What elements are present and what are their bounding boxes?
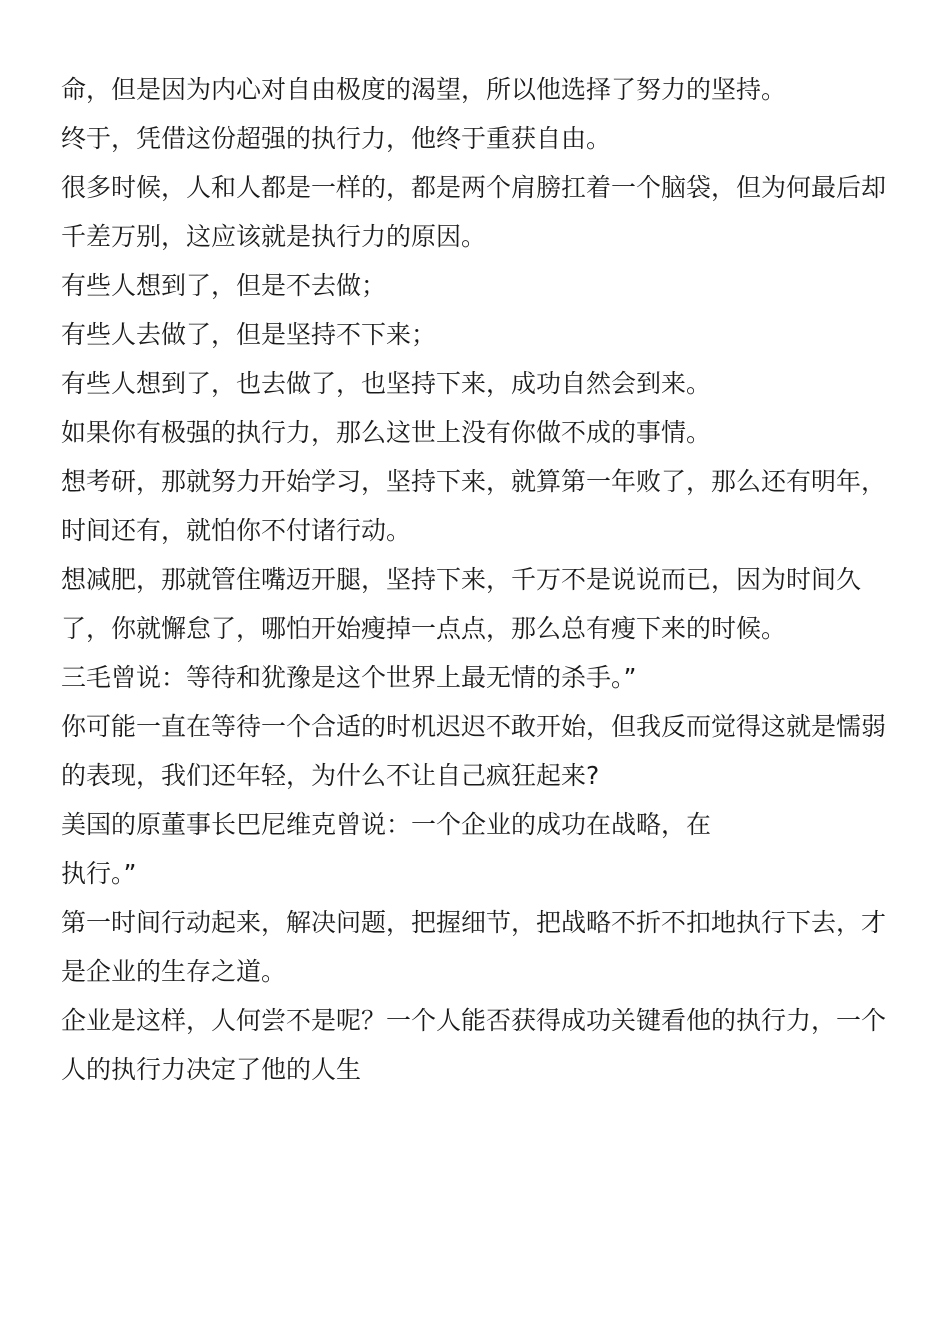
paragraph: 有些人想到了，但是不去做； (61, 271, 387, 300)
paragraph: 命，但是因为内心对自由极度的渴望，所以他选择了努力的坚持。 (61, 75, 787, 104)
paragraph: 想考研，那就努力开始学习，坚持下来，就算第一年败了，那么还有明年，时间还有，就怕你不付诸行动。 (61, 467, 887, 545)
paragraph: 想减肥，那就管住嘴迈开腿，坚持下来，千万不是说说而已，因为时间久了，你就懈怠了，哪怕开始瘦掉一点点，那么总有瘦下来的时候。 (61, 565, 862, 643)
paragraph: 执行。” (61, 859, 137, 888)
paragraph: 有些人去做了，但是坚持不下来； (61, 320, 437, 349)
paragraph: 你可能一直在等待一个合适的时机迟迟不敢开始，但我反而觉得这就是懦弱的表现，我们还年轻，为什么不让自己疯狂起来? (61, 712, 887, 790)
paragraph: 有些人想到了，也去做了，也坚持下来，成功自然会到来。 (61, 369, 712, 398)
paragraph: 如果你有极强的执行力，那么这世上没有你做不成的事情。 (61, 418, 712, 447)
paragraph: 第一时间行动起来，解决问题，把握细节，把战略不折不扣地执行下去，才是企业的生存之道。 (61, 908, 887, 986)
paragraph: 终于，凭借这份超强的执行力，他终于重获自由。 (61, 124, 612, 153)
paragraph: 企业是这样，人何尝不是呢？一个人能否获得成功关键看他的执行力，一个人的执行力决定了他的人生 (61, 1006, 887, 1084)
paragraph: 美国的原董事长巴尼维克曾说：一个企业的成功在战略，在 (61, 810, 712, 839)
document-body (61, 65, 891, 1094)
paragraph: 三毛曾说：等待和犹豫是这个世界上最无情的杀手。” (61, 663, 637, 692)
paragraph: 很多时候，人和人都是一样的，都是两个肩膀扛着一个脑袋，但为何最后却千差万别，这应该就是执行力的原因。 (61, 173, 887, 251)
